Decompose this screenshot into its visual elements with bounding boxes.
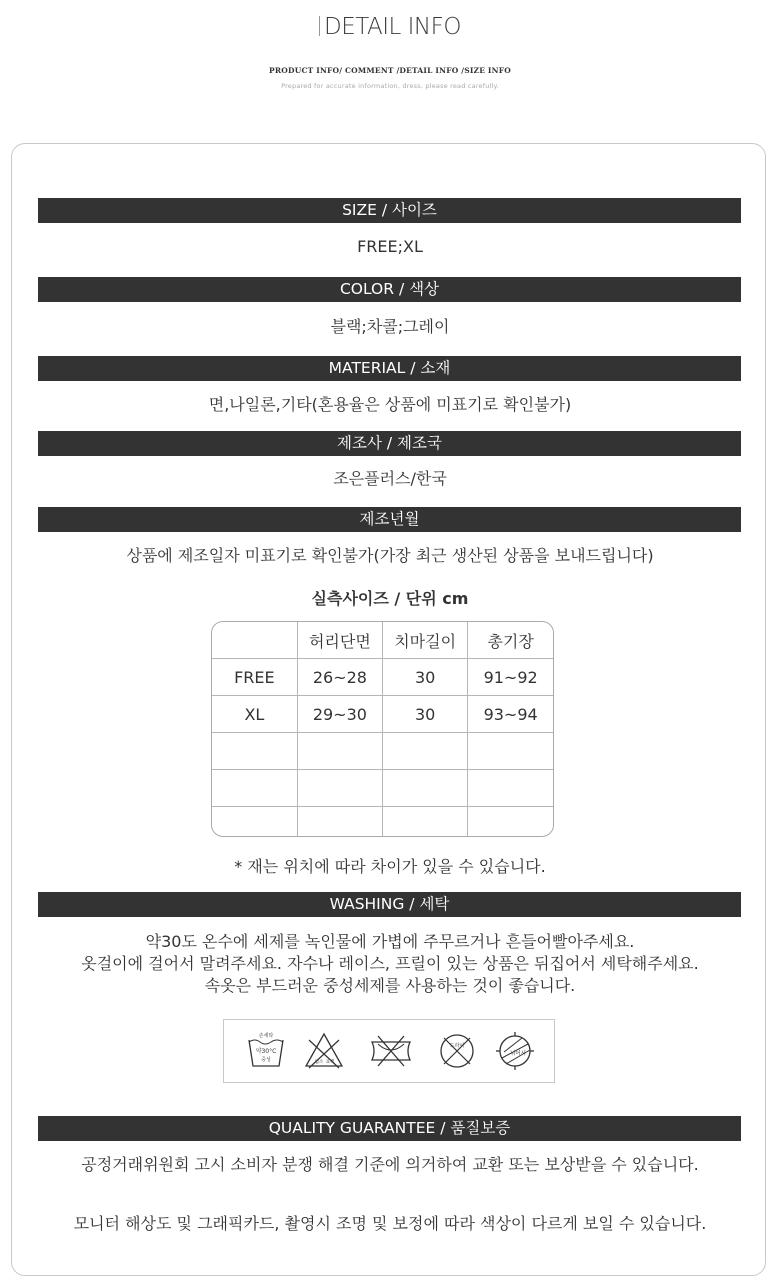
hand-wash-label: 손세탁 bbox=[258, 1033, 274, 1039]
table-cell: 30 bbox=[383, 696, 468, 733]
title-divider bbox=[319, 16, 320, 36]
hand-wash-neutral: 중성 bbox=[261, 1057, 271, 1063]
color-value: 블랙;차콜;그레이 bbox=[330, 317, 450, 336]
material-value: 면,나일론,기타(혼용율은 상품에 미표기로 확인불가) bbox=[208, 395, 572, 414]
washing-heading: WASHING / 세탁 bbox=[38, 892, 741, 917]
no-bleach-label: 표백 bbox=[325, 1060, 335, 1065]
made-date-heading: 제조년월 bbox=[38, 507, 741, 532]
washing-line: 옷걸이에 걸어서 말려주세요. 자수나 레이스, 프릴이 있는 상품은 뒤집어서 세탁해주세요. bbox=[81, 954, 699, 973]
lay-flat-label: 뉘어서 bbox=[510, 1051, 526, 1057]
table-cell: XL bbox=[212, 696, 297, 733]
no-wring-icon bbox=[370, 1030, 412, 1072]
maker-heading: 제조사 / 제조국 bbox=[38, 431, 741, 456]
table-row bbox=[212, 659, 553, 696]
section-note: Prepared for accurate information, dress, please read carefully. bbox=[281, 82, 499, 90]
size-value: FREE;XL bbox=[357, 237, 423, 256]
table-row bbox=[212, 770, 553, 807]
table-cell bbox=[297, 807, 382, 838]
table-cell: 26~28 bbox=[297, 659, 382, 696]
table-row bbox=[212, 696, 553, 733]
table-header-cell: 허리단면 bbox=[297, 622, 382, 659]
size-heading: SIZE / 사이즈 bbox=[38, 198, 741, 223]
no-dry-clean-label: 드라이 bbox=[449, 1043, 465, 1049]
table-cell bbox=[383, 807, 468, 838]
hand-wash-icon bbox=[245, 1030, 287, 1072]
table-cell: 29~30 bbox=[297, 696, 382, 733]
made-date-value: 상품에 제조일자 미표기로 확인불가(가장 최근 생산된 상품을 보내드립니다) bbox=[126, 546, 654, 565]
no-dry-clean-icon bbox=[436, 1030, 478, 1072]
table-cell: 93~94 bbox=[468, 696, 553, 733]
hand-wash-temp: 약30°C bbox=[255, 1048, 277, 1055]
table-header-cell bbox=[212, 622, 297, 659]
page-title bbox=[0, 14, 780, 40]
table-cell bbox=[468, 807, 553, 838]
table-cell bbox=[468, 770, 553, 807]
table-header-row bbox=[212, 622, 553, 659]
quality-line: 모니터 해상도 및 그래픽카드, 촬영시 조명 및 보정에 따라 색상이 다르게 보일 수 있습니다. bbox=[73, 1214, 707, 1233]
table-cell: FREE bbox=[212, 659, 297, 696]
table-row bbox=[212, 733, 553, 770]
quality-line: 공정거래위원회 고시 소비자 분쟁 해결 기준에 의거하여 교환 또는 보상받을 수 있습니다. bbox=[81, 1155, 699, 1174]
table-cell bbox=[383, 733, 468, 770]
maker-value: 조은플러스/한국 bbox=[333, 469, 447, 488]
size-table-note: * 재는 위치에 따라 차이가 있을 수 있습니다. bbox=[234, 857, 546, 876]
table-cell: 30 bbox=[383, 659, 468, 696]
washing-icons bbox=[223, 1019, 555, 1083]
size-table bbox=[211, 621, 554, 837]
table-cell bbox=[468, 733, 553, 770]
section-nav: PRODUCT INFO/ COMMENT /DETAIL INFO /SIZE INFO bbox=[269, 66, 511, 75]
washing-line: 속옷은 부드러운 중성세제를 사용하는 것이 좋습니다. bbox=[204, 976, 576, 995]
table-header-cell: 치마길이 bbox=[383, 622, 468, 659]
table-cell bbox=[383, 770, 468, 807]
no-bleach-label: 염소 bbox=[314, 1060, 324, 1065]
table-row bbox=[212, 807, 553, 838]
table-cell bbox=[297, 733, 382, 770]
color-heading: COLOR / 색상 bbox=[38, 277, 741, 302]
table-cell bbox=[297, 770, 382, 807]
table-header-cell: 총기장 bbox=[468, 622, 553, 659]
washing-line: 약30도 온수에 세제를 녹인물에 가볍에 주무르거나 흔들어빨아주세요. bbox=[145, 932, 635, 951]
table-cell bbox=[212, 733, 297, 770]
table-cell bbox=[212, 770, 297, 807]
lay-flat-dry-icon bbox=[494, 1030, 536, 1072]
no-bleach-icon bbox=[303, 1030, 345, 1072]
size-table-title: 실측사이즈 / 단위 cm bbox=[311, 589, 469, 608]
page-title-text: DETAIL INFO bbox=[324, 14, 461, 40]
table-cell bbox=[212, 807, 297, 838]
quality-heading: QUALITY GUARANTEE / 품질보증 bbox=[38, 1116, 741, 1141]
table-cell: 91~92 bbox=[468, 659, 553, 696]
material-heading: MATERIAL / 소재 bbox=[38, 356, 741, 381]
